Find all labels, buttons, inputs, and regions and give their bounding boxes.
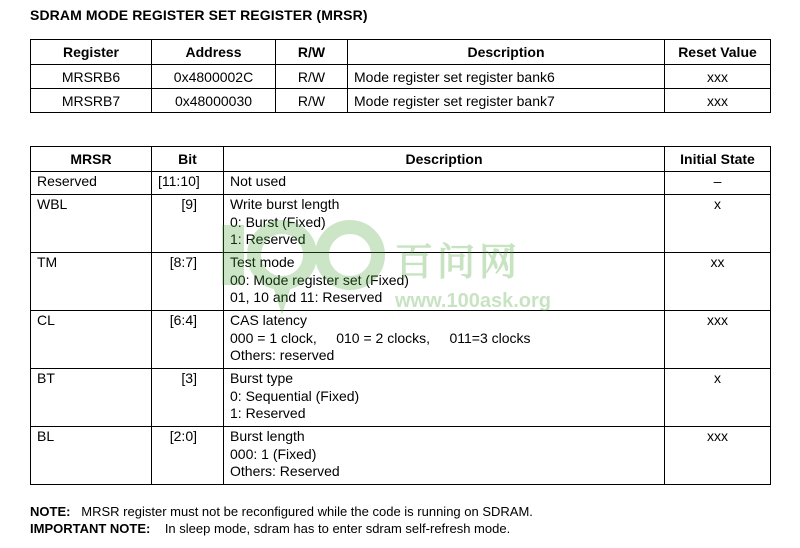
header-bit: Bit — [152, 147, 224, 172]
cell-field-name: BL — [31, 427, 152, 485]
cell-rw: R/W — [276, 89, 348, 113]
important-note-line — [30, 520, 533, 537]
important-note-label: IMPORTANT NOTE: — [30, 521, 151, 536]
desc-line: Burst type — [230, 370, 294, 386]
cell-initial-state: x — [665, 195, 771, 253]
cell-field-name: BT — [31, 369, 152, 427]
table-row — [31, 427, 771, 485]
desc-line: 00: Mode register set (Fixed) — [230, 271, 409, 288]
header-initial-state: Initial State — [665, 147, 771, 172]
cell-initial-state: x — [665, 369, 771, 427]
header-description: Description — [224, 147, 665, 172]
cell-initial-state: xxx — [665, 311, 771, 369]
watermark-url: www.100ask.org — [395, 290, 551, 312]
desc-line: Test mode — [230, 254, 295, 270]
cell-bit: [11:10] — [152, 172, 224, 195]
header-reset-value: Reset Value — [665, 40, 771, 65]
cell-bit: [2:0] — [152, 427, 224, 485]
mrsr-bit-table — [30, 146, 771, 485]
desc-line: 1: Reserved — [230, 231, 306, 247]
header-mrsr: MRSR — [31, 147, 152, 172]
cell-bit: [9] — [152, 195, 224, 253]
desc-line: Write burst length — [230, 196, 340, 212]
cell-field-name: Reserved — [31, 172, 152, 195]
cell-description: Mode register set register bank6 — [348, 65, 665, 89]
cell-reset-value: xxx — [665, 65, 771, 89]
cell-description — [224, 427, 665, 485]
cell-initial-state: xxx — [665, 427, 771, 485]
desc-line: 0: Burst (Fixed) — [230, 213, 326, 230]
table-row — [31, 369, 771, 427]
table-row — [31, 89, 771, 113]
cell-address: 0x4800002C — [152, 65, 276, 89]
desc-line: 0: Sequential (Fixed) — [230, 387, 360, 404]
table-row — [31, 311, 771, 369]
table-header-row — [31, 147, 771, 172]
watermark-text: 百问网 — [395, 242, 522, 284]
table-header-row — [31, 40, 771, 65]
desc-line: Not used — [230, 173, 287, 189]
header-address: Address — [152, 40, 276, 65]
cell-bit: [8:7] — [152, 253, 224, 311]
cell-bit: [6:4] — [152, 311, 224, 369]
cell-field-name: TM — [31, 253, 152, 311]
note-text: MRSR register must not be reconfigured while the code is running on SDRAM. — [81, 504, 533, 519]
page-title: SDRAM MODE REGISTER SET REGISTER (MRSR) — [30, 7, 368, 23]
cell-description: Mode register set register bank7 — [348, 89, 665, 113]
cell-address: 0x48000030 — [152, 89, 276, 113]
desc-line: CAS latency — [230, 312, 308, 328]
cell-bit: [3] — [152, 369, 224, 427]
cell-field-name: CL — [31, 311, 152, 369]
desc-line: 000: 1 (Fixed) — [230, 445, 317, 462]
table-row — [31, 65, 771, 89]
cell-initial-state: – — [665, 172, 771, 195]
cell-description — [224, 311, 665, 369]
important-note-text: In sleep mode, sdram has to enter sdram self-refresh mode. — [164, 521, 511, 536]
note-line — [30, 503, 533, 520]
header-rw: R/W — [276, 40, 348, 65]
cell-rw: R/W — [276, 65, 348, 89]
note-label: NOTE: — [30, 504, 71, 519]
register-table — [30, 39, 771, 113]
header-description: Description — [348, 40, 665, 65]
desc-line: Others: reserved — [230, 347, 335, 363]
desc-line: 01, 10 and 11: Reserved — [230, 289, 383, 305]
desc-line: 1: Reserved — [230, 405, 306, 421]
cell-description — [224, 369, 665, 427]
header-register: Register — [31, 40, 152, 65]
cell-reset-value: xxx — [665, 89, 771, 113]
cell-register: MRSRB7 — [31, 89, 152, 113]
table-row — [31, 172, 771, 195]
cell-register: MRSRB6 — [31, 65, 152, 89]
notes — [30, 503, 533, 537]
desc-line: Burst length — [230, 428, 305, 444]
cell-field-name: WBL — [31, 195, 152, 253]
cell-initial-state: xx — [665, 253, 771, 311]
cell-description — [224, 172, 665, 195]
desc-line: Others: Reserved — [230, 463, 340, 479]
desc-line: 000 = 1 clock, 010 = 2 clocks, 011=3 clocks — [230, 329, 531, 346]
